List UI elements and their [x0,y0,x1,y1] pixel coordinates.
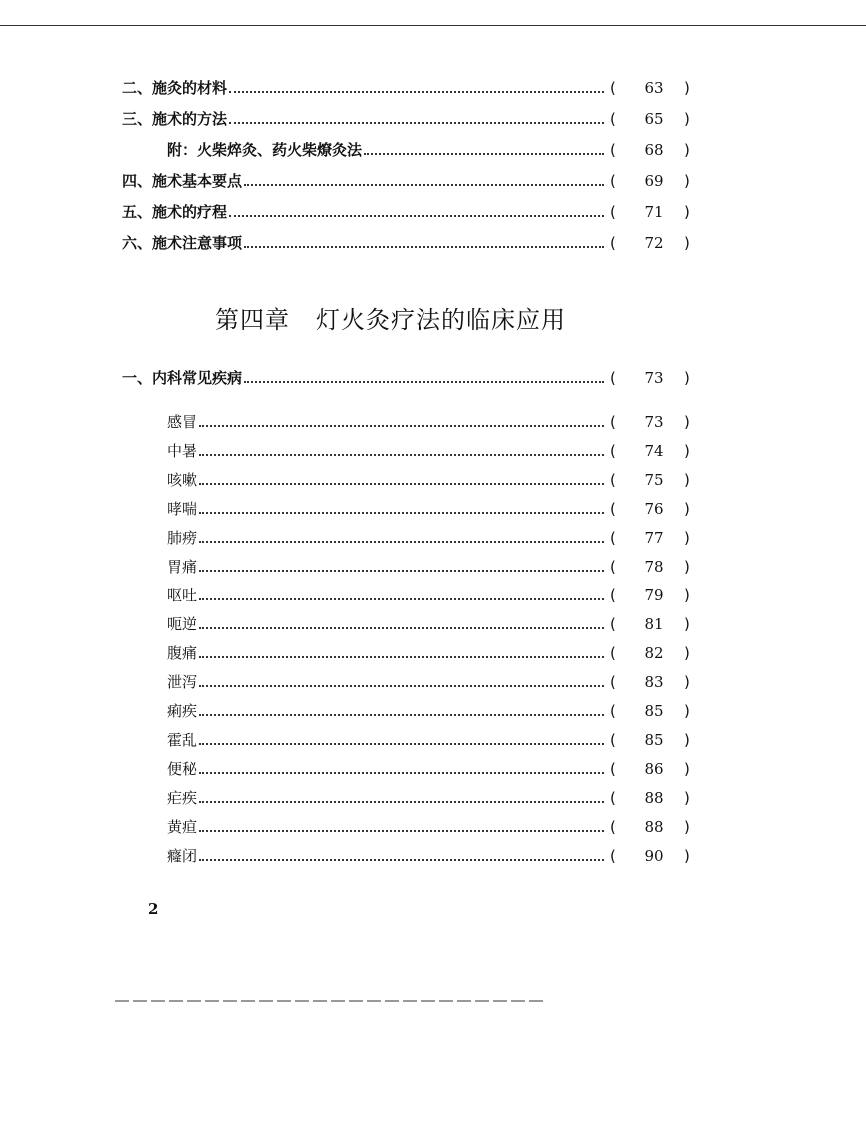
toc-entry-page: 88 [644,817,664,836]
leader-dots [244,182,604,186]
toc-entry-title: 感冒 [167,413,198,431]
paren-open: ( [610,413,616,431]
toc-entry-title: 肺痨 [167,528,198,547]
toc-entry [0,366,866,390]
paren-open: ( [610,586,616,605]
toc-entry-title: 泄泻 [167,673,198,692]
toc-entry-title: 痢疾 [167,702,198,720]
leader-dots [199,423,604,427]
paren-close: ) [684,557,690,576]
leader-dots [199,510,604,514]
paren-open: ( [610,499,616,518]
toc-entry [0,641,866,665]
toc-entry [0,468,866,492]
paren-open: ( [610,369,616,387]
toc-entry-page: 79 [644,586,664,605]
paren-open: ( [610,644,616,663]
leader-dots [199,683,604,687]
toc-entry-title: 三、施术的方法 [122,110,228,128]
paren-close: ) [684,110,690,128]
toc-entry-page: 68 [644,141,664,159]
paren-close: ) [684,759,690,778]
toc-entry-title: 便秘 [167,759,198,778]
paren-close: ) [684,615,690,634]
leader-dots [199,654,604,658]
leader-dots [364,151,604,155]
paren-open: ( [610,110,616,128]
leader-dots [199,712,604,716]
paren-open: ( [610,141,616,159]
leader-dots [199,452,604,456]
chapter-title: 灯火灸疗法的临床应用 [316,306,566,334]
toc-entry-page: 73 [644,369,664,387]
toc-entry [0,786,866,810]
paren-close: ) [684,441,690,460]
paren-open: ( [610,557,616,576]
toc-entry-title: 六、施术注意事项 [122,234,243,252]
paren-open: ( [610,203,616,221]
paren-close: ) [684,499,690,518]
toc-entry [0,200,866,224]
leader-dots [199,539,604,543]
toc-entry [0,169,866,193]
paren-open: ( [610,846,616,865]
toc-entry-page: 76 [644,499,664,518]
toc-entry-page: 71 [644,203,664,221]
paren-open: ( [610,79,616,97]
leader-dots [244,244,604,248]
toc-entry-title: 咳嗽 [167,470,198,489]
toc-entry-page: 82 [644,644,664,663]
toc-entry-title: 腹痛 [167,644,198,663]
paren-open: ( [610,615,616,634]
paren-open: ( [610,759,616,778]
toc-entry [0,612,866,636]
toc-entry [0,138,866,162]
toc-entry-title: 霍乱 [167,730,198,749]
paren-close: ) [684,673,690,692]
paren-close: ) [684,203,690,221]
toc-entry-page: 86 [644,759,664,778]
toc-entry-title: 二、施灸的材料 [122,79,228,97]
toc-entry-title: 一、内科常见疾病 [122,369,243,387]
toc-entry-title: 疟疾 [167,788,198,807]
toc-entry-title: 五、施术的疗程 [122,203,228,221]
paren-open: ( [610,441,616,460]
paren-open: ( [610,788,616,807]
toc-entry [0,497,866,521]
toc-entry [0,844,866,868]
toc-entry [0,757,866,781]
toc-entry-page: 75 [644,470,664,489]
paren-close: ) [684,470,690,489]
paren-close: ) [684,413,690,431]
toc-entry-page: 88 [644,788,664,807]
leader-dots [199,596,604,600]
toc-entry-page: 78 [644,557,664,576]
leader-dots [199,481,604,485]
paren-open: ( [610,817,616,836]
toc-entry [0,699,866,723]
toc-entry-page: 90 [644,846,664,865]
toc-entry-page: 81 [644,615,664,634]
toc-entry [0,439,866,463]
toc-entry-title: 胃痛 [167,557,198,576]
toc-entry-title: 附：火柴焠灸、药火柴燎灸法 [167,141,363,159]
paren-close: ) [684,172,690,190]
top-rule [0,25,866,26]
paren-close: ) [684,788,690,807]
paren-open: ( [610,234,616,252]
toc-entry-page: 85 [644,730,664,749]
toc-entry-page: 63 [644,79,664,97]
paren-close: ) [684,817,690,836]
leader-dots [229,213,604,217]
paren-close: ) [684,141,690,159]
toc-entry [0,583,866,607]
toc-entry [0,670,866,694]
paren-open: ( [610,172,616,190]
leader-dots [199,741,604,745]
toc-entry [0,555,866,579]
toc-entry-page: 72 [644,234,664,252]
paren-close: ) [684,846,690,865]
toc-entry-title: 四、施术基本要点 [122,172,243,190]
paren-open: ( [610,470,616,489]
scan-artifact-line [115,1000,545,1002]
paren-close: ) [684,79,690,97]
toc-entry [0,728,866,752]
toc-entry-page: 73 [644,413,664,431]
paren-open: ( [610,730,616,749]
chapter-heading [215,300,592,335]
toc-entry [0,76,866,100]
toc-entry-page: 69 [644,172,664,190]
leader-dots [199,828,604,832]
leader-dots [244,379,604,383]
leader-dots [229,89,604,93]
paren-close: ) [684,528,690,547]
leader-dots [199,568,604,572]
toc-entry [0,231,866,255]
paren-close: ) [684,730,690,749]
toc-entry-title: 呕吐 [167,586,198,605]
paren-close: ) [684,702,690,720]
leader-dots [199,770,604,774]
page-number: 2 [148,900,159,918]
toc-entry-title: 哮喘 [167,499,198,518]
paren-close: ) [684,369,690,387]
paren-open: ( [610,528,616,547]
paren-close: ) [684,234,690,252]
toc-entry-page: 65 [644,110,664,128]
paren-close: ) [684,586,690,605]
leader-dots [229,120,604,124]
toc-entry-title: 黄疸 [167,817,198,836]
toc-entry [0,107,866,131]
paren-open: ( [610,673,616,692]
leader-dots [199,799,604,803]
toc-entry [0,815,866,839]
toc-entry [0,410,866,434]
leader-dots [199,625,604,629]
toc-entry-title: 呃逆 [167,615,198,634]
toc-entry [0,526,866,550]
chapter-number: 第四章 [215,306,290,334]
toc-entry-title: 中暑 [167,441,198,460]
toc-entry-page: 74 [644,441,664,460]
paren-open: ( [610,702,616,720]
leader-dots [199,857,604,861]
toc-entry-page: 85 [644,702,664,720]
toc-entry-page: 83 [644,673,664,692]
toc-entry-title: 癃闭 [167,846,198,865]
toc-entry-page: 77 [644,528,664,547]
paren-close: ) [684,644,690,663]
